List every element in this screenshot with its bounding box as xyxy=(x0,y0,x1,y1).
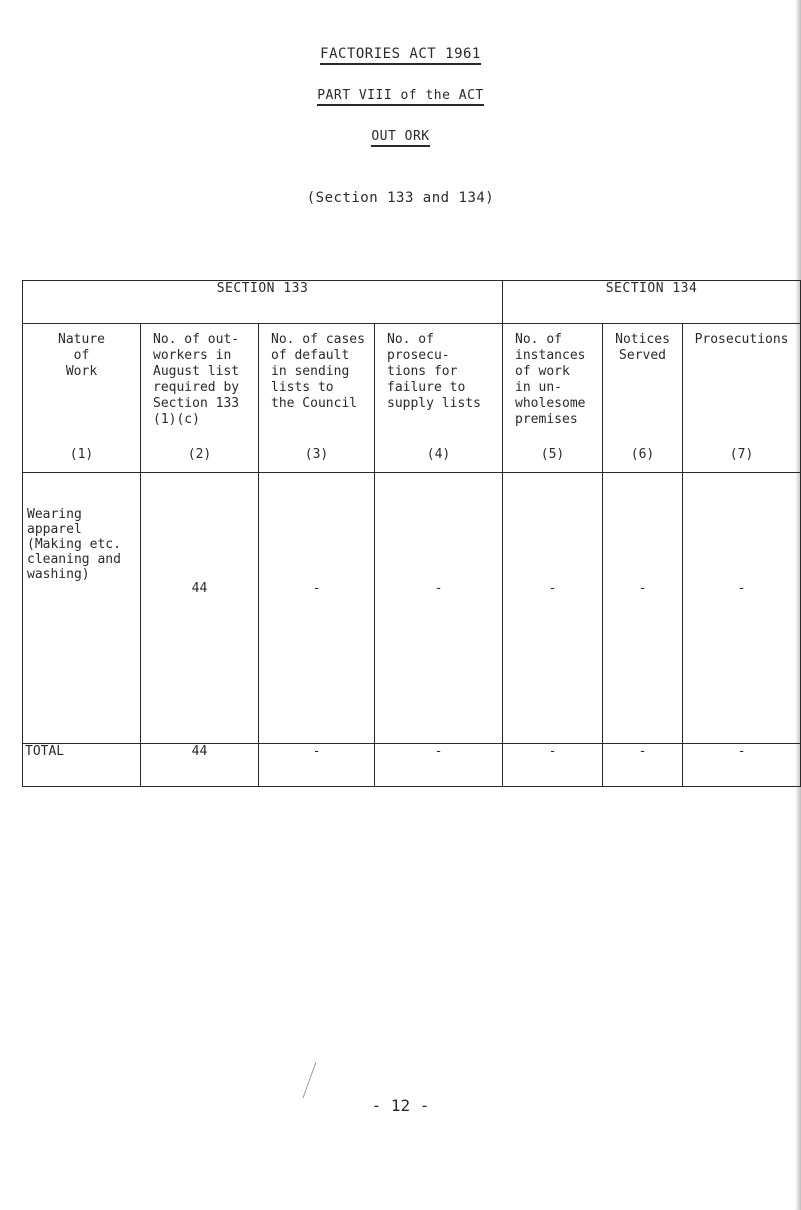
header-line: of work xyxy=(515,364,570,379)
section-133-header: SECTION 133 xyxy=(23,281,503,324)
document-part xyxy=(0,88,801,106)
page-number: - 12 - xyxy=(371,1096,430,1115)
outwork-table xyxy=(22,280,801,787)
column-header-notices-served xyxy=(603,324,683,473)
nature-line: Wearing xyxy=(27,507,82,522)
cell-value: - xyxy=(312,581,321,596)
header-line: lists to xyxy=(271,380,334,395)
column-number: (7) xyxy=(729,447,754,462)
header-line: the Council xyxy=(271,396,358,411)
cell-value: - xyxy=(737,581,746,596)
header-line: of xyxy=(73,348,90,363)
header-line: wholesome xyxy=(515,396,586,411)
nature-line: apparel xyxy=(27,522,82,537)
column-number: (5) xyxy=(540,447,565,462)
section-header-row xyxy=(23,281,801,324)
column-header-text xyxy=(259,324,374,412)
total-label: TOTAL xyxy=(23,744,141,787)
header-line: Section 133 xyxy=(153,396,240,411)
column-number: (4) xyxy=(426,447,451,462)
header-line: in un- xyxy=(515,380,562,395)
column-header-unwholesome-premises xyxy=(503,324,603,473)
column-header-prosecutions xyxy=(683,324,801,473)
table-cell xyxy=(683,473,801,744)
header-line: supply lists xyxy=(387,396,481,411)
cell-value: - xyxy=(638,581,647,596)
header-line: Served xyxy=(619,348,667,363)
header-line: failure to xyxy=(387,380,466,395)
column-header-nature xyxy=(23,324,141,473)
column-header-text xyxy=(603,324,682,364)
column-header-text xyxy=(141,324,258,428)
cell-value: 44 xyxy=(191,581,208,596)
header-line: Work xyxy=(65,364,98,379)
header-line: (1)(c) xyxy=(153,412,200,427)
table-cell xyxy=(141,473,259,744)
document-subject-text: OUT ORK xyxy=(371,129,429,147)
header-line: tions for xyxy=(387,364,458,379)
column-header-text xyxy=(375,324,502,412)
table-row xyxy=(23,473,801,744)
header-line: of default xyxy=(271,348,350,363)
total-cell: - xyxy=(259,744,375,787)
total-cell: - xyxy=(503,744,603,787)
table-cell xyxy=(503,473,603,744)
column-number: (2) xyxy=(187,447,212,462)
pen-stroke-mark xyxy=(300,1060,320,1100)
header-line: No. of xyxy=(387,332,434,347)
column-number: (3) xyxy=(304,447,329,462)
header-line: No. of out- xyxy=(153,332,240,347)
column-number: (1) xyxy=(69,447,94,462)
section-134-header: SECTION 134 xyxy=(503,281,801,324)
column-header-text xyxy=(23,324,140,380)
header-line: instances xyxy=(515,348,586,363)
header-line: Nature xyxy=(58,332,105,347)
document-subject xyxy=(0,129,801,147)
nature-line: cleaning and xyxy=(27,552,121,567)
nature-of-work-text xyxy=(23,473,140,582)
column-number: (6) xyxy=(630,447,655,462)
header-line: August list xyxy=(153,364,240,379)
total-cell: - xyxy=(603,744,683,787)
column-header-text xyxy=(503,324,602,428)
header-line: Prosecutions xyxy=(694,332,789,347)
header-line: in sending xyxy=(271,364,350,379)
total-cell: - xyxy=(683,744,801,787)
table-cell xyxy=(603,473,683,744)
document-title-text: FACTORIES ACT 1961 xyxy=(320,46,481,65)
total-cell: 44 xyxy=(141,744,259,787)
header-line: Notices xyxy=(615,332,670,347)
header-line: No. of xyxy=(515,332,562,347)
table-cell xyxy=(375,473,503,744)
table-cell xyxy=(259,473,375,744)
document-title xyxy=(0,46,801,65)
header-line: required by xyxy=(153,380,240,395)
column-header-prosecutions-lists xyxy=(375,324,503,473)
sections-note xyxy=(0,190,801,207)
document-part-text: PART VIII of the ACT xyxy=(317,88,484,106)
nature-line: washing) xyxy=(27,567,90,582)
header-line: prosecu- xyxy=(387,348,450,363)
column-header-text xyxy=(683,324,800,348)
column-header-default-cases xyxy=(259,324,375,473)
cell-value: - xyxy=(548,581,557,596)
column-header-outworkers xyxy=(141,324,259,473)
header-line: premises xyxy=(515,412,578,427)
column-header-row xyxy=(23,324,801,473)
header-line: No. of cases xyxy=(271,332,365,347)
nature-of-work-cell xyxy=(23,473,141,744)
sections-note-text: (Section 133 and 134) xyxy=(306,190,495,206)
total-cell: - xyxy=(375,744,503,787)
nature-line: (Making etc. xyxy=(27,537,121,552)
header-line: workers in xyxy=(153,348,232,363)
cell-value: - xyxy=(434,581,443,596)
total-row xyxy=(23,744,801,787)
